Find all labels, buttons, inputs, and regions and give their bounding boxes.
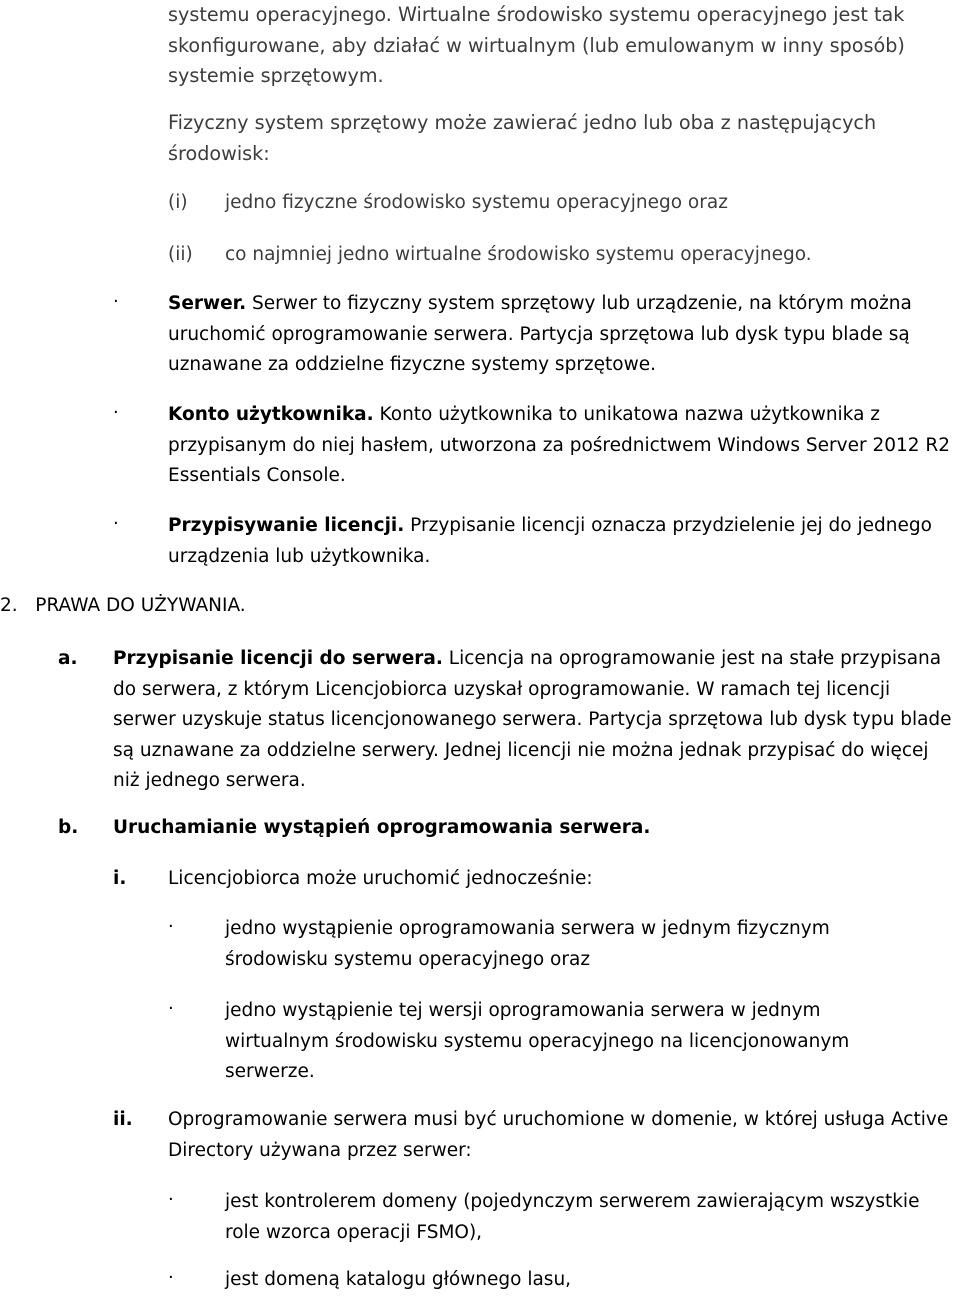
item-ii-roman-label: ii. [113, 1109, 133, 1130]
bullet: · [168, 1189, 174, 1210]
definition-server [168, 289, 960, 381]
definition-text: Konto użytkownika to unikatowa nazwa użytkownika z przypisanym do niej hasłem, utworzona za pośrednictwem Windows Server 2012 R2 Essentials Console. [168, 404, 951, 486]
intro-paragraph: systemu operacyjnego. Wirtualne środowisko systemu operacyjnego jest tak skonfigurowane, aby działać w wirtualnym (lub emulowanym w inny sposób) systemie sprzętowym. [168, 3, 905, 87]
list-item: jest kontrolerem domeny (pojedynczym serwerem zawierającym wszystkie role wzorca operacji FSMO), [225, 1191, 920, 1243]
bullet: · [113, 402, 119, 423]
item-i-roman-label: i. [113, 868, 127, 889]
section-heading-text: 2. PRAWA DO UŻYWANIA. [0, 595, 246, 616]
bullet: · [168, 916, 174, 937]
item-i-label: (i) [168, 192, 188, 213]
bullet: · [113, 291, 119, 312]
item-a-label: a. [58, 648, 78, 669]
item-i-roman-text: Licencjobiorca może uruchomić jednocześnie: [168, 868, 593, 889]
item-b-label: b. [58, 817, 79, 838]
section-heading [0, 591, 246, 622]
definition-term: Serwer. [168, 293, 247, 314]
bullet: · [168, 998, 174, 1019]
definition-user-account [168, 400, 960, 492]
definition-text: Przypisanie licencji oznacza przydzielenie jej do jednego urządzenia lub użytkownika. [168, 515, 932, 567]
item-ii-text: co najmniej jedno wirtualne środowisko systemu operacyjnego. [225, 244, 812, 265]
item-a-paragraph [113, 644, 958, 797]
definition-term: Konto użytkownika. [168, 404, 374, 425]
list-item: jedno wystąpienie oprogramowania serwera w jednym fizycznym środowisku systemu operacyjnego oraz [225, 918, 830, 970]
list-item: jedno wystąpienie tej wersji oprogramowania serwera w jednym wirtualnym środowisku systemu operacyjnego na licencjonowanym serwerze. [225, 1000, 850, 1082]
list-item: jest domeną katalogu głównego lasu, [225, 1269, 572, 1290]
item-ii-label: (ii) [168, 244, 193, 265]
intro-paragraph-environments: Fizyczny system sprzętowy może zawierać jedno lub oba z następujących środowisk: [168, 111, 877, 165]
definition-term: Przypisywanie licencji. [168, 515, 405, 536]
item-ii-roman-text: Oprogramowanie serwera musi być uruchomione w domenie, w której usługa Active Directory używana przez serwer: [168, 1109, 949, 1161]
bullet: · [113, 513, 119, 534]
definition-text: Serwer to fizyczny system sprzętowy lub urządzenie, na którym można uruchomić oprogramowanie serwera. Partycja sprzętowa lub dysk typu blade są uznawane za oddzielne fizyczne systemy sprzętowe. [168, 293, 912, 375]
definition-license-assignment [168, 511, 938, 572]
item-b-heading: Uruchamianie wystąpień oprogramowania serwera. [113, 817, 651, 838]
item-a-text: Licencja na oprogramowanie jest na stałe przypisana do serwera, z którym Licencjobiorca uzyskał oprogramowanie. W ramach tej licencji serwer uzyskuje status licencjonowanego serwera. Partycja sprzętowa lub dysk typu blade są uznawane za oddzielne serwery. Jednej licencji nie można jednak przypisać do więcej niż jednego serwera. [113, 648, 952, 791]
bullet: · [168, 1267, 174, 1288]
item-i-text: jedno fizyczne środowisko systemu operacyjnego oraz [225, 192, 728, 213]
item-a-term: Przypisanie licencji do serwera. [113, 648, 443, 669]
